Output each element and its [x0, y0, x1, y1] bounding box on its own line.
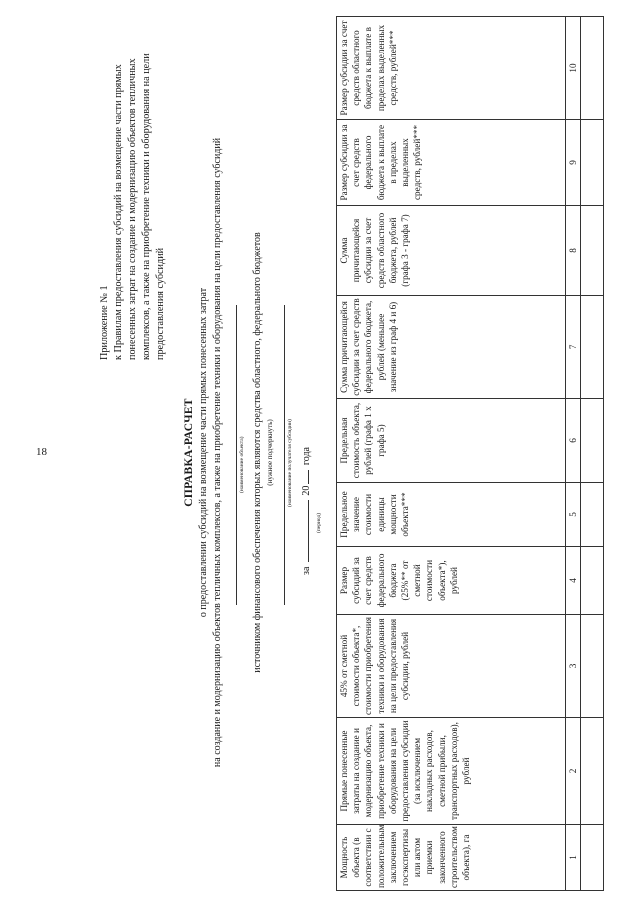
year-blank — [308, 470, 309, 484]
header-cell: 45% от сметной стоимости объекта*, стоимости приобретения техники и оборудования на цели предоставления субсидии, рублей — [337, 615, 566, 718]
header-cell: Предельное значение стоимости единицы мощности объекта*** — [337, 483, 566, 547]
recipient-line — [284, 305, 285, 605]
subtitle-line-1: о предоставлении субсидий на возмещение части прямых понесенных затрат — [198, 287, 209, 618]
document-title: СПРАВКА-РАСЧЕТ — [183, 398, 195, 507]
source-line: источником финансового обеспечения которых являются средства областного, федерального бюджетов — [252, 232, 263, 673]
period-prefix: за — [301, 566, 312, 575]
empty-cell — [581, 206, 604, 296]
period-line — [301, 447, 312, 575]
header-cell: Прямые понесенные затраты на создание и модернизацию объекта, приобретение техники и оборудования на цели предоставления субсидии (за исключением накладных расходов, сметной прибыли, транспортных расходов), рублей — [337, 718, 566, 825]
year-suffix: года — [301, 447, 312, 466]
object-line — [236, 305, 237, 605]
table-row — [581, 17, 604, 891]
source-note: (нужное подчеркнуть) — [266, 419, 274, 486]
object-caption: (наименование объекта) — [239, 436, 245, 493]
empty-cell — [581, 825, 604, 891]
column-number-row — [566, 17, 581, 891]
table-header-row — [337, 17, 566, 891]
empty-cell — [581, 547, 604, 615]
column-number: 7 — [566, 296, 581, 399]
subtitle-line-2: на создание и модернизацию объектов тепличных комплексов, а также на приобретение техники и оборудования на цели предоставления субсидий — [212, 137, 223, 768]
column-number: 3 — [566, 615, 581, 718]
year-prefix: 20 — [301, 485, 312, 496]
column-number: 5 — [566, 483, 581, 547]
appendix-text: к Правилам предоставления субсидий на возмещение части прямых понесенных затрат на создание и модернизацию объектов тепличных комплексов, а также на приобретение техники и оборудования на цели предоставления субсидий — [113, 53, 166, 360]
empty-cell — [581, 120, 604, 206]
column-number: 2 — [566, 718, 581, 825]
header-cell: Мощность объекта (в соответствии с положительным заключением госэкспертизы или актом приемки законченного строительством объекта), га — [337, 825, 566, 891]
period-blank — [308, 500, 309, 562]
header-cell: Сумма причитающейся субсидии за счет средств федерального бюджета, рублей (меньшее значение из граф 4 и 6) — [337, 296, 566, 399]
appendix-label: Приложение № 1 — [99, 285, 110, 360]
header-cell: Размер субсидии за счет средств областного бюджета к выплате в пределах выделенных средств, рублей*** — [337, 17, 566, 120]
column-number: 10 — [566, 17, 581, 120]
page-number: 18 — [36, 446, 47, 458]
column-number: 6 — [566, 399, 581, 483]
header-cell: Сумма причитающейся субсидии за счет средств областного бюджета, рублей (графа 3 - графа 7) — [337, 206, 566, 296]
period-caption: (период) — [316, 512, 322, 533]
empty-cell — [581, 483, 604, 547]
empty-cell — [581, 718, 604, 825]
column-number: 9 — [566, 120, 581, 206]
empty-cell — [581, 296, 604, 399]
column-number: 4 — [566, 547, 581, 615]
empty-cell — [581, 399, 604, 483]
recipient-caption: (наименование получателя субсидии) — [287, 419, 293, 507]
column-number: 1 — [566, 825, 581, 891]
header-cell: Размер субсидии за счет средств федерального бюджета к выплате в пределах выделенных средств, рублей*** — [337, 120, 566, 206]
header-cell: Предельная стоимость объекта, рублей (графа 1 x графа 5) — [337, 399, 566, 483]
calculation-table — [336, 16, 604, 891]
appendix-block — [98, 20, 168, 360]
column-number: 8 — [566, 206, 581, 296]
header-cell: Размер субсидий за счет средств федерального бюджета (25%** от сметной стоимости объекта*), рублей — [337, 547, 566, 615]
empty-cell — [581, 615, 604, 718]
empty-cell — [581, 17, 604, 120]
